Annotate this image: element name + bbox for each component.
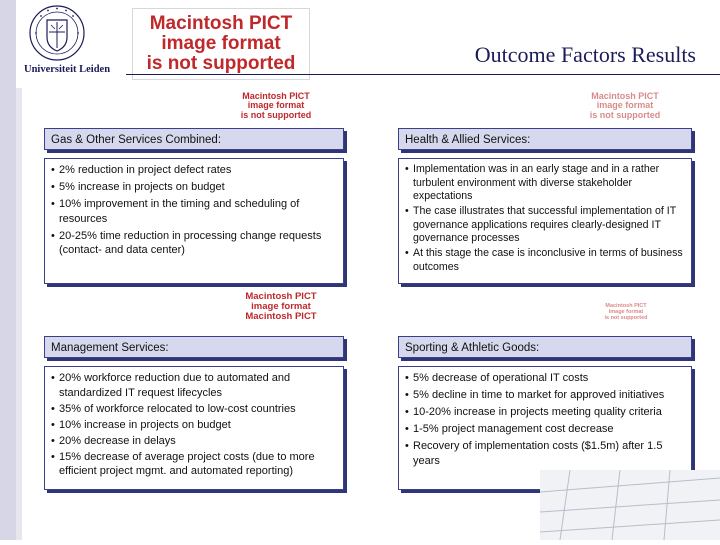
pict-placeholder-large <box>132 8 310 80</box>
university-seal-icon <box>26 4 88 62</box>
pict-placeholder-small-3: Macintosh PICT image format Macintosh PICT <box>245 291 317 322</box>
section-header-health: Health & Allied Services: <box>398 128 692 150</box>
list-item: • Implementation was in an early stage and in a rather turbulent environment with diverse stakeholder expectations <box>405 163 685 204</box>
list-item: • 10% improvement in the timing and scheduling of resources <box>51 197 337 226</box>
list-item: • 20% workforce reduction due to automated and standardized IT request lifecycles <box>51 371 337 400</box>
list-item: • 20-25% time reduction in processing change requests (contact- and data center) <box>51 229 337 258</box>
list-item: • 15% decrease of average project costs (due to more efficient project mgmt. and automated reporting) <box>51 450 337 479</box>
section-body-health <box>398 158 692 284</box>
university-name: Universiteit Leiden <box>24 64 111 75</box>
pict-placeholder-small-4: Macintosh PICT image format is not supported <box>604 303 648 321</box>
left-accent-bar <box>16 88 22 540</box>
list-item: • 5% decrease of operational IT costs <box>405 371 685 386</box>
pict-placeholder-small-1: Macintosh PICT image format is not supported <box>240 91 312 120</box>
list-item: • 5% increase in projects on budget <box>51 180 337 195</box>
list-item: • 10% increase in projects on budget <box>51 418 337 433</box>
section-header-gas: Gas & Other Services Combined: <box>44 128 344 150</box>
list-item: • 5% decline in time to market for approved initiatives <box>405 388 685 403</box>
list-item: • 2% reduction in project defect rates <box>51 163 337 178</box>
page-title: Outcome Factors Results <box>474 42 696 67</box>
title-divider <box>126 74 720 75</box>
pict-line-3: is not supported <box>146 52 296 74</box>
list-item: • 1-5% project management cost decrease <box>405 422 685 437</box>
list-item: • 10-20% increase in projects meeting quality criteria <box>405 405 685 420</box>
list-item: • 35% of workforce relocated to low-cost countries <box>51 402 337 417</box>
list-item: • The case illustrates that successful implementation of IT governance applications requires clearly-designed IT governance processes <box>405 205 685 246</box>
left-decorative-bar <box>0 0 16 540</box>
list-item: • 20% decrease in delays <box>51 434 337 449</box>
section-header-management: Management Services: <box>44 336 344 358</box>
section-body-management <box>44 366 344 490</box>
decorative-photo <box>540 470 720 540</box>
pict-placeholder-small-2: Macintosh PICT image format is not supported <box>589 91 661 120</box>
pict-line-1: Macintosh PICT <box>149 13 293 34</box>
list-item: • Recovery of implementation costs ($1.5m) after 1.5 years <box>405 439 685 468</box>
list-item: • At this stage the case is inconclusive in terms of business outcomes <box>405 247 685 274</box>
pict-line-2: image format <box>161 32 281 54</box>
section-body-gas <box>44 158 344 284</box>
section-header-sporting: Sporting & Athletic Goods: <box>398 336 692 358</box>
